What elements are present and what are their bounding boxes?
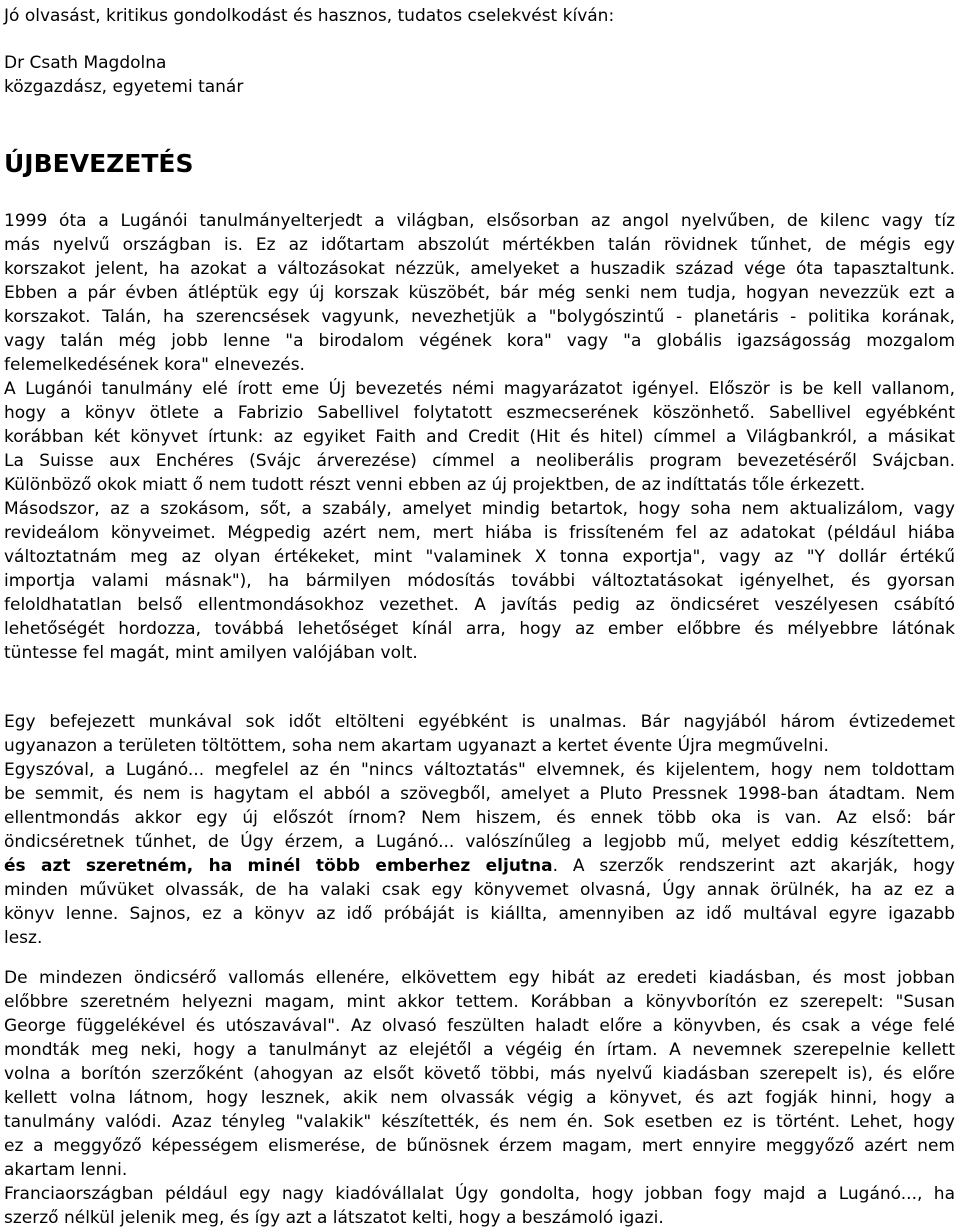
text-line: Ebben a pár évben átléptük egy új korszak küszöbét, bár még senki nem tudja, hogyan nevezzük ezt a: [4, 283, 955, 303]
text-line: vagy talán még jobb lenne "a birodalom végének kora" vagy "a globális igazságosság mozgalom: [4, 331, 955, 351]
paragraph-2: [4, 377, 955, 665]
text-line: ugyanazon a területen töltöttem, soha nem akartam ugyanazt a kertet évente Újra megművelni.: [4, 736, 829, 756]
paragraph-3: [4, 710, 955, 950]
text-line: minden művüket olvassák, de ha valaki csak egy könyvemet olvasná, Úgy annak örülnék, ha az ez a: [4, 880, 955, 900]
text-line: A Lugánói tanulmány elé írott eme Új bevezetés némi magyarázatot igényel. Először is be kell vallanom,: [4, 379, 955, 399]
text-line: Különböző okok miatt ő nem tudott részt venni ebben az új projektben, de az indíttatás tőle érkezett.: [4, 475, 866, 495]
text-line: George függelékével és utószavával". Az olvasó feszülten haladt előre a könyvben, és csak a vége felé: [4, 1016, 955, 1036]
text-line: könyv lenne. Sajnos, ez a könyv az idő próbáját is kiállta, amennyiben az idő multával egyre igazabb: [4, 904, 955, 924]
text-line: tanulmány valódi. Azaz tényleg "valakik" készítették, és nem én. Sok esetben ez is történt. Lehet, hogy: [4, 1112, 955, 1132]
text-line: kellett volna látnom, hogy lesznek, akik nem olvassák végig a könyvet, és azt fogják hinni, hogy a: [4, 1088, 955, 1108]
text-line: Egyszóval, a Lugánó... megfelel az én "nincs változtatás" elvemnek, és kijelentem, hogy nem toldottam: [4, 760, 955, 780]
text-line: változtatnám meg az olyan értékeket, mint "valaminek X tonna exportja", vagy az "Y dollár értékű: [4, 547, 955, 567]
paragraph-5: [4, 1182, 955, 1230]
text-line: más nyelvű országban is. Ez az időtartam abszolút mértékben talán rövidnek tűnhet, de mégis egy: [4, 235, 955, 255]
text-line: korszakot jelent, ha azokat a változásokat nézzük, amelyeket a huszadik század vége óta tapasztaltunk.: [4, 259, 955, 279]
text-line: importja valami másnak"), ha bármilyen módosítás további változtatásokat igényelhet, és gyorsan: [4, 571, 955, 591]
text-line: 1999 óta a Lugánói tanulmányelterjedt a világban, elsősorban az angol nyelvűben, de kilenc vagy tíz: [4, 211, 955, 231]
text-line: korábban két könyvet írtunk: az egyiket Faith and Credit (Hit és hitel) címmel a Világbankról, a másikat: [4, 427, 955, 447]
text-line: lehetőségét hordozza, továbbá lehetőséget kínál arra, hogy az ember előbbre és mélyebbre látónak: [4, 619, 955, 639]
text-line: szerző nélkül jelenik meg, és így azt a látszatot kelti, hogy a beszámoló igazi.: [4, 1208, 664, 1228]
text-line: Franciaországban például egy nagy kiadóvállalat Úgy gondolta, hogy jobban fogy majd a Lugánó..., ha: [4, 1184, 955, 1204]
text-span: . A szerzők rendszerint azt akarják, hogy: [552, 856, 955, 876]
author-name: Dr Csath Magdolna: [4, 53, 167, 73]
text-line: korszakot. Talán, ha szerencsések vagyunk, nevezhetjük a "bolygószintű - planetáris - politika korának,: [4, 307, 955, 327]
intro-line: Jó olvasást, kritikus gondolkodást és hasznos, tudatos cselekvést kíván:: [4, 6, 615, 26]
emphasis-text: és azt szeretném, ha minél több emberhez eljutna: [4, 856, 553, 876]
text-line: felemelkedésének kora" elnevezés.: [4, 355, 305, 375]
text-line: előbbre szeretném helyezni magam, mint akkor tettem. Korábban a könyvborítón ez szerepelt: "Susan: [4, 992, 955, 1012]
paragraph-1: [4, 209, 955, 377]
text-line: mondták meg neki, hogy a tanulmányt az elejétől a végéig én írtam. A nevemnek szerepelnie kellett: [4, 1040, 955, 1060]
text-line: öndicséretnek tűnhet, de Úgy érzem, a Lugánó... valószínűleg a legjobb mű, melyet eddig készítettem,: [4, 832, 955, 852]
text-line: feloldhatatlan belső ellentmondásokhoz vezethet. A javítás pedig az öndicséret veszélyesen csábító: [4, 595, 955, 615]
page-title: ÚJBEVEZETÉS: [4, 149, 194, 178]
text-line: Másodszor, az a szokásom, sőt, a szabály, amelyet mindig betartok, hogy soha nem aktualizálom, vagy: [4, 499, 955, 519]
paragraph-4: [4, 966, 955, 1182]
text-line: Egy befejezett munkával sok időt eltölteni egyébként is unalmas. Bár nagyjából három évtizedemet: [4, 712, 955, 732]
text-line: tüntesse fel magát, mint amilyen valójában volt.: [4, 643, 418, 663]
text-line: akartam lenni.: [4, 1160, 128, 1180]
text-line: hogy a könyv ötlete a Fabrizio Sabellivel folytatott eszmecserének köszönhető. Sabellivel egyébként: [4, 403, 955, 423]
text-line: ellentmondás akkor egy új előszót írnom? Nem hiszem, és ennek több oka is van. Az első: bár: [4, 808, 955, 828]
text-line: De mindezen öndicsérő vallomás ellenére, elkövettem egy hibát az eredeti kiadásban, és most jobban: [4, 968, 955, 988]
text-line: volna a borítón szerzőként (ahogyan az elsőt követő többi, más nyelvű kiadásban szerepelt is), és előre: [4, 1064, 955, 1084]
text-line-with-emphasis: [4, 854, 955, 878]
text-line: lesz.: [4, 928, 43, 948]
text-line: be semmit, és nem is hagytam el abból a szövegből, amelyet a Pluto Pressnek 1998-ban átadtam. Nem: [4, 784, 955, 804]
text-line: La Suisse aux Enchéres (Svájc árverezése) címmel a neoliberális program bevezetéséről Svájcban.: [4, 451, 955, 471]
text-line: revideálom könyveimet. Mégpedig azért nem, mert hiába is frissíteném fel az adatokat (például hiába: [4, 523, 955, 543]
author-title: közgazdász, egyetemi tanár: [4, 77, 244, 97]
text-line: ez a meggyőző képességem elismerése, de bűnösnek érzem magam, mert ennyire meggyőző azért nem: [4, 1136, 955, 1156]
